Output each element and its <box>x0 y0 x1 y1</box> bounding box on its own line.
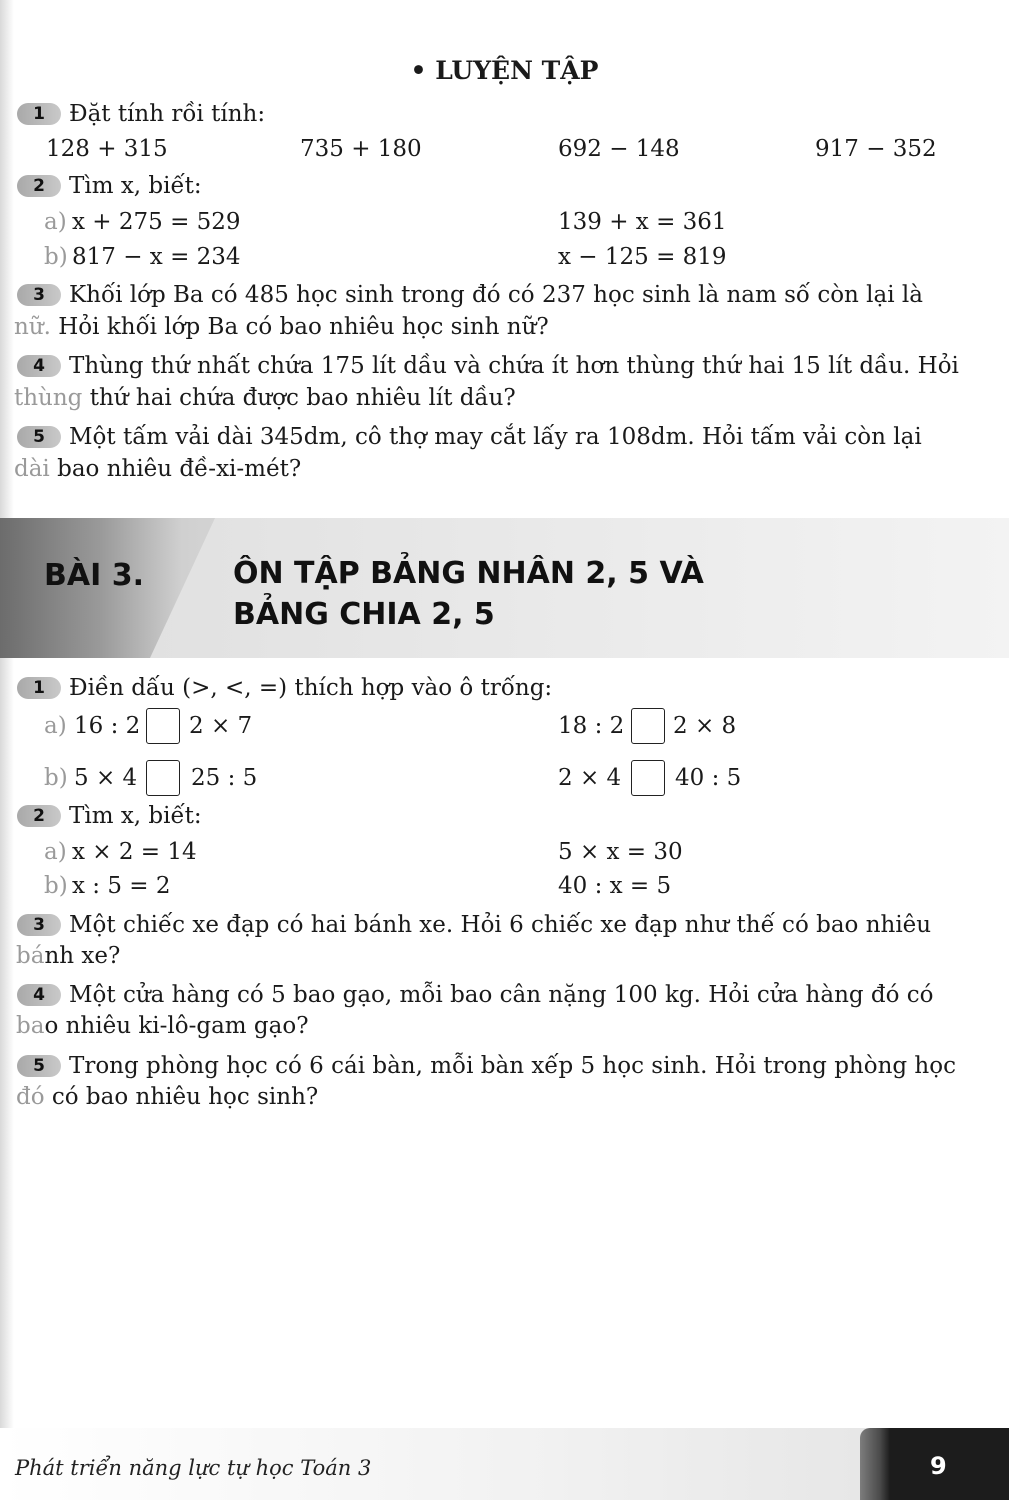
exercise-number-badge: 1 <box>17 677 61 699</box>
page-edge-shadow <box>0 0 14 1500</box>
page-number: 9 <box>930 1452 947 1480</box>
faded-text: nữ. <box>14 314 51 340</box>
line-text: có bao nhiêu học sinh? <box>44 1084 319 1110</box>
answer-box[interactable] <box>631 708 665 744</box>
equation: x × 2 = 14 <box>72 839 197 865</box>
exercise-number-badge: 3 <box>17 914 61 936</box>
line-text: nh xe? <box>44 943 121 969</box>
part-label-b: b) <box>44 244 68 270</box>
expression: 40 : 5 <box>675 765 742 791</box>
expression: 18 : 2 <box>558 713 625 739</box>
faded-text: dài <box>14 456 50 482</box>
equation: x + 275 = 529 <box>72 209 241 235</box>
word-problem-line <box>14 382 516 414</box>
line-text: o nhiêu ki-lô-gam gạo? <box>44 1013 309 1039</box>
exercise-number-badge: 3 <box>17 284 61 306</box>
equation: 817 − x = 234 <box>72 244 241 270</box>
word-problem-line: Thùng thứ nhất chứa 175 lít dầu và chứa ít hơn thùng thứ hai 15 lít dầu. Hỏi <box>69 353 959 379</box>
exercise-number-badge: 2 <box>17 175 61 197</box>
word-problem-line: Trong phòng học có 6 cái bàn, mỗi bàn xếp 5 học sinh. Hỏi trong phòng học <box>69 1053 956 1079</box>
part-label-a: a) <box>44 713 67 739</box>
word-problem-line: Khối lớp Ba có 485 học sinh trong đó có 237 học sinh là nam số còn lại là <box>69 282 923 308</box>
exercise-number-badge: 4 <box>17 984 61 1006</box>
expression: 25 : 5 <box>191 765 258 791</box>
equation: x : 5 = 2 <box>72 873 171 899</box>
lesson-number: BÀI 3. <box>44 558 144 593</box>
word-problem-line <box>16 1010 309 1042</box>
exercise-prompt: Tìm x, biết: <box>69 803 202 829</box>
answer-box[interactable] <box>631 760 665 796</box>
exercise-number-badge: 5 <box>17 1055 61 1077</box>
exercise-number-badge: 4 <box>17 355 61 377</box>
part-label-b: b) <box>44 765 68 791</box>
calc-item-1: 128 + 315 <box>46 136 168 162</box>
lesson-title-line-1: ÔN TẬP BẢNG NHÂN 2, 5 VÀ <box>233 556 704 591</box>
line-text: Hỏi khối lớp Ba có bao nhiêu học sinh nữ? <box>50 314 549 340</box>
exercise-prompt: Điền dấu (>, <, =) thích hợp vào ô trống: <box>69 675 553 701</box>
part-label-a: a) <box>44 209 67 235</box>
equation: 139 + x = 361 <box>558 209 727 235</box>
faded-text: ba <box>16 1013 45 1039</box>
calc-item-4: 917 − 352 <box>815 136 937 162</box>
word-problem-line <box>16 940 120 972</box>
expression: 5 × 4 <box>74 765 138 791</box>
exercise-number-badge: 1 <box>17 103 61 125</box>
word-problem-line <box>16 1081 318 1113</box>
word-problem-line: Một cửa hàng có 5 bao gạo, mỗi bao cân nặng 100 kg. Hỏi cửa hàng đó có <box>69 982 934 1008</box>
lesson-banner <box>0 518 1009 658</box>
part-label-b: b) <box>44 873 68 899</box>
word-problem-line <box>14 311 549 343</box>
calc-item-2: 735 + 180 <box>300 136 422 162</box>
equation: 40 : x = 5 <box>558 873 672 899</box>
equation: x − 125 = 819 <box>558 244 727 270</box>
faded-text: đó <box>16 1084 45 1110</box>
word-problem-line: Một tấm vải dài 345dm, cô thợ may cắt lấy ra 108dm. Hỏi tấm vải còn lại <box>69 424 922 450</box>
answer-box[interactable] <box>146 708 180 744</box>
exercise-number-badge: 5 <box>17 426 61 448</box>
lesson-title-line-2: BẢNG CHIA 2, 5 <box>233 597 495 632</box>
expression: 16 : 2 <box>74 713 141 739</box>
equation: 5 × x = 30 <box>558 839 683 865</box>
expression: 2 × 4 <box>558 765 622 791</box>
answer-box[interactable] <box>146 760 180 796</box>
part-label-a: a) <box>44 839 67 865</box>
faded-text: thùng <box>14 385 83 411</box>
word-problem-line: Một chiếc xe đạp có hai bánh xe. Hỏi 6 chiếc xe đạp như thế có bao nhiêu <box>69 912 932 938</box>
expression: 2 × 7 <box>189 713 253 739</box>
section-heading-practice: • LUYỆN TẬP <box>410 56 599 85</box>
book-title: Phát triển năng lực tự học Toán 3 <box>15 1456 372 1480</box>
expression: 2 × 8 <box>673 713 737 739</box>
exercise-prompt: Tìm x, biết: <box>69 173 202 199</box>
line-text: thứ hai chứa được bao nhiêu lít dầu? <box>82 385 516 411</box>
faded-text: bá <box>16 943 45 969</box>
line-text: bao nhiêu đề-xi-mét? <box>49 456 302 482</box>
exercise-prompt: Đặt tính rồi tính: <box>69 101 266 127</box>
calc-item-3: 692 − 148 <box>558 136 680 162</box>
exercise-number-badge: 2 <box>17 805 61 827</box>
word-problem-line <box>14 453 301 485</box>
